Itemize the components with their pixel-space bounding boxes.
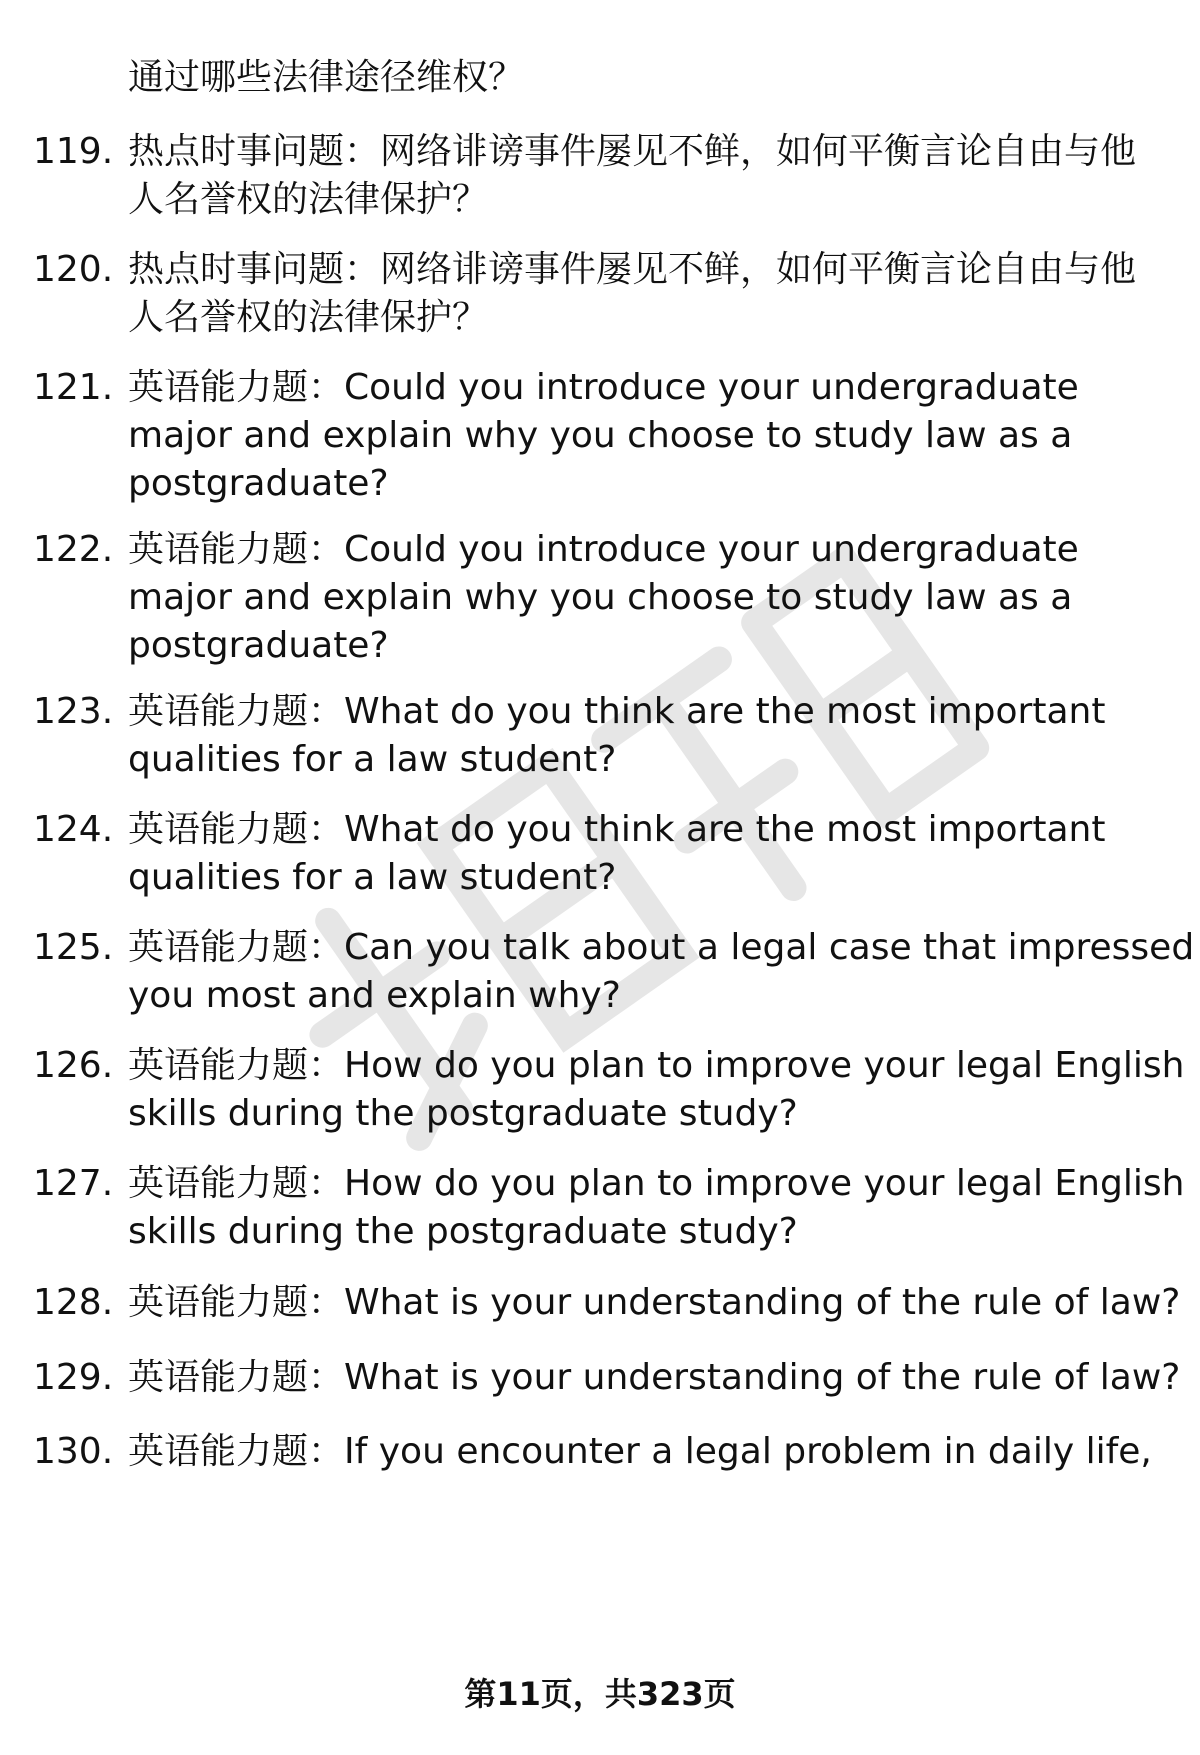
question-text: 英语能力题：Can you talk about a legal case that impressed you most and explain why? — [128, 927, 1195, 1016]
question-text: 英语能力题：What do you think are the most important qualities for a law student? — [128, 809, 1106, 898]
question-number: 129. — [33, 1357, 114, 1398]
question-number: 128. — [33, 1282, 114, 1323]
question-text: 英语能力题：What do you think are the most important qualities for a law student? — [128, 691, 1106, 780]
question-number: 127. — [33, 1163, 114, 1204]
question-text: 英语能力题：What is your understanding of the rule of law? — [128, 1282, 1181, 1323]
question-text: 英语能力题：How do you plan to improve your legal English skills during the postgraduate study? — [128, 1045, 1185, 1134]
page-footer: 第11页，共323页 — [464, 1675, 736, 1713]
question-text: 英语能力题：Could you introduce your undergraduate major and explain why you choose to study law as a postgraduate? — [128, 529, 1079, 666]
question-text: 热点时事问题：网络诽谤事件屡见不鲜，如何平衡言论自由与他 人名誉权的法律保护？ — [128, 249, 1137, 338]
question-number: 125. — [33, 927, 114, 968]
question-text: 英语能力题：If you encounter a legal problem in daily life, — [128, 1431, 1152, 1472]
question-text: 英语能力题：Could you introduce your undergraduate major and explain why you choose to study law as a postgraduate? — [128, 367, 1079, 504]
question-number: 124. — [33, 809, 114, 850]
question-text: 英语能力题：What is your understanding of the rule of law? — [128, 1357, 1181, 1398]
question-number: 130. — [33, 1431, 114, 1472]
question-number: 119. — [33, 131, 114, 172]
question-number: 121. — [33, 367, 114, 408]
question-text: 热点时事问题：网络诽谤事件屡见不鲜，如何平衡言论自由与他 人名誉权的法律保护？ — [128, 131, 1137, 220]
question-number: 126. — [33, 1045, 114, 1086]
question-number: 120. — [33, 249, 114, 290]
question-number: 123. — [33, 691, 114, 732]
continuation-text: 通过哪些法律途径维权？ — [128, 57, 525, 98]
question-number: 122. — [33, 529, 114, 570]
question-text: 英语能力题：How do you plan to improve your legal English skills during the postgraduate study? — [128, 1163, 1185, 1252]
